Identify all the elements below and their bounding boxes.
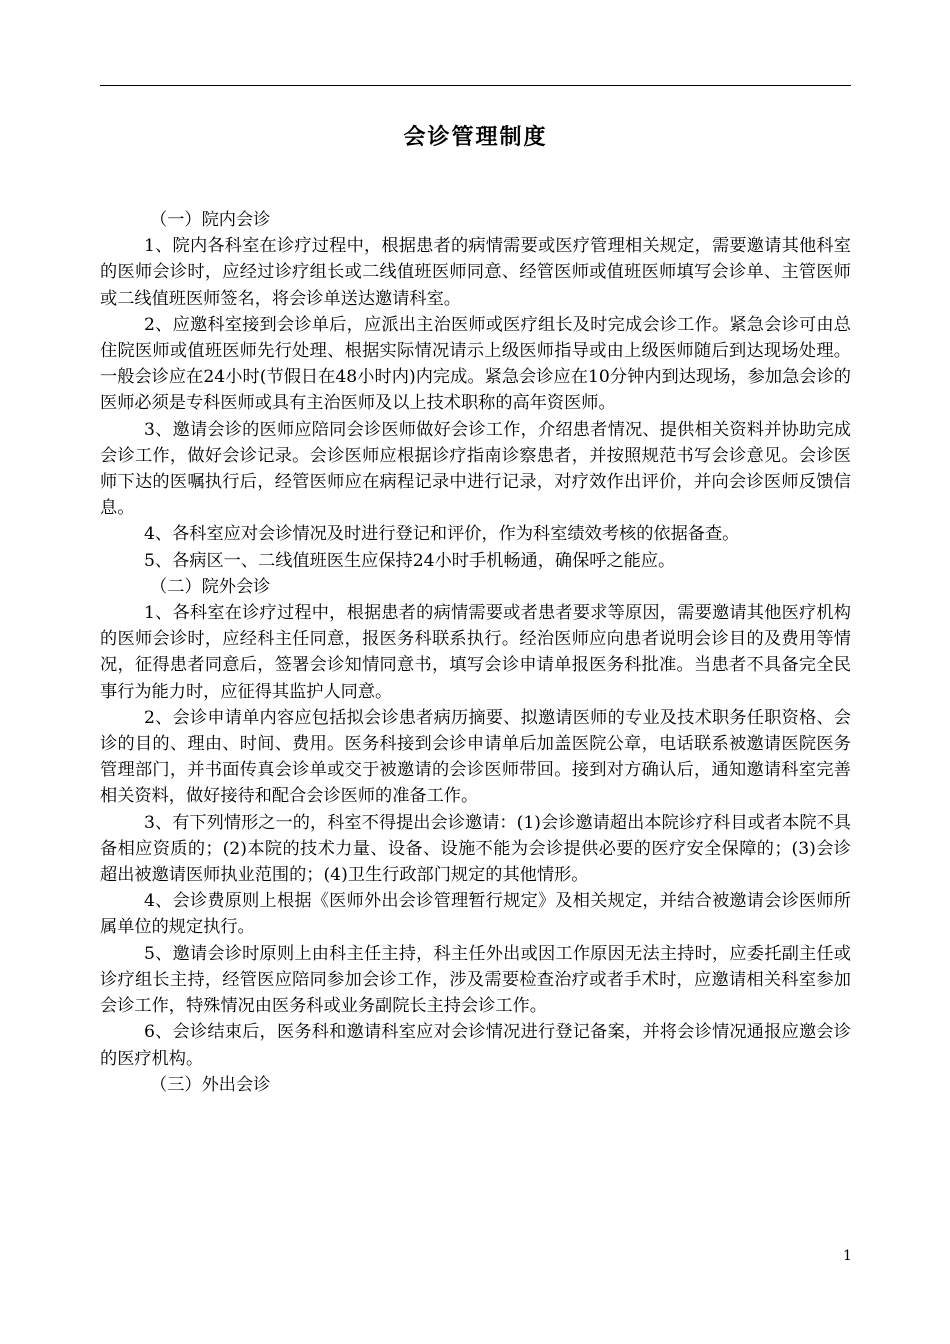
paragraph: 6、会诊结束后，医务科和邀请科室应对会诊情况进行登记备案，并将会诊情况通报应邀会诊的医疗机构。 xyxy=(100,1022,851,1069)
header-rule xyxy=(100,85,851,86)
document-body xyxy=(100,207,851,1098)
section-heading-external: （二）院外会诊 xyxy=(150,576,271,597)
section-heading-outgoing: （三）外出会诊 xyxy=(150,1074,271,1095)
section-heading-internal: （一）院内会诊 xyxy=(150,210,271,230)
paragraph: 2、应邀科室接到会诊单后，应派出主治医师或医疗组长及时完成会诊工作。紧急会诊可由总住院医师或值班医师先行处理、根据实际情况请示上级医师指导或由上级医师随后到达现场处理。一般会诊应在24小时(节假日在48小时内)内完成。紧急会诊应在10分钟内到达现场，参加急会诊的医师必须是专科医师或具有主治医师及以上技术职称的高年资医师。 xyxy=(100,314,851,414)
paragraph: 5、各病区一、二线值班医生应保持24小时手机畅通，确保呼之能应。 xyxy=(144,550,676,571)
paragraph: 1、各科室在诊疗过程中，根据患者的病情需要或者患者要求等原因，需要邀请其他医疗机构的医师会诊时，应经科主任同意，报医务科联系执行。经治医师应向患者说明会诊目的及费用等情况，征得患者同意后，签署会诊知情同意书，填写会诊申请单报医务科批准。当患者不具备完全民事行为能力时，应征得其监护人同意。 xyxy=(100,603,851,702)
paragraph: 1、院内各科室在诊疗过程中，根据患者的病情需要或医疗管理相关规定，需要邀请其他科室的医师会诊时，应经过诊疗组长或二线值班医师同意、经管医师或值班医师填写会诊单、主管医师或二线值班医师签名，将会诊单送达邀请科室。 xyxy=(100,236,851,309)
page-number: 1 xyxy=(843,1248,852,1264)
document-title: 会诊管理制度 xyxy=(403,124,548,150)
paragraph: 2、会诊申请单内容应包括拟会诊患者病历摘要、拟邀请医师的专业及技术职务任职资格、会诊的目的、理由、时间、费用。医务科接到会诊申请单后加盖医院公章，电话联系被邀请医院医务管理部门，并书面传真会诊单或交于被邀请的会诊医师带回。接到对方确认后，通知邀请科室完善相关资料，做好接待和配合会诊医师的准备工作。 xyxy=(100,707,851,807)
paragraph: 4、各科室应对会诊情况及时进行登记和评价，作为科室绩效考核的依据备查。 xyxy=(144,524,740,545)
paragraph: 3、邀请会诊的医师应陪同会诊医师做好会诊工作，介绍患者情况、提供相关资料并协助完成会诊工作，做好会诊记录。会诊医师应根据诊疗指南诊察患者，并按照规范书写会诊意见。会诊医师下达的医嘱执行后，经管医师应在病程记录中进行记录，对疗效作出评价，并向会诊医师反馈信息。 xyxy=(100,419,851,519)
paragraph: 4、会诊费原则上根据《医师外出会诊管理暂行规定》及相关规定，并结合被邀请会诊医师所属单位的规定执行。 xyxy=(100,891,851,938)
paragraph: 3、有下列情形之一的，科室不得提出会诊邀请：(1)会诊邀请超出本院诊疗科目或者本院不具备相应资质的；(2)本院的技术力量、设备、设施不能为会诊提供必要的医疗安全保障的；(3)会诊超出被邀请医师执业范围的；(4)卫生行政部门规定的其他情形。 xyxy=(100,812,851,886)
paragraph: 5、邀请会诊时原则上由科主任主持，科主任外出或因工作原因无法主持时，应委托副主任或诊疗组长主持，经管医应陪同参加会诊工作，涉及需要检查治疗或者手术时，应邀请相关科室参加会诊工作，特殊情况由医务科或业务副院长主持会诊工作。 xyxy=(100,943,851,1017)
